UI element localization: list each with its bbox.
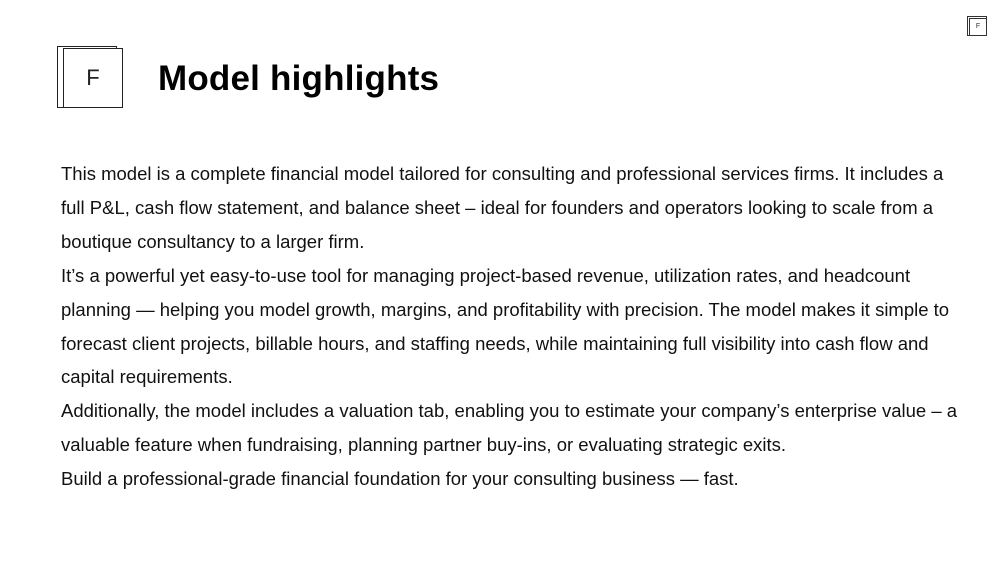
paragraph-closing: Build a professional-grade financial foundation for your consulting business — fast. [61, 468, 739, 490]
corner-logo-icon [967, 16, 989, 38]
paragraph-valuation: Additionally, the model includes a valuation tab, enabling you to estimate your company’s enterprise value – a valuable feature when fundraising, planning partner buy-ins, or evaluating strategic exits. [61, 400, 958, 456]
brand-logo-letter: F [86, 65, 100, 90]
corner-logo-letter: F [975, 23, 981, 30]
paragraph-features: It’s a powerful yet easy-to-use tool for managing project-based revenue, utilization rates, and headcount planning — helping you model growth, margins, and profitability with precision. The model makes it simple to forecast client projects, billable hours, and staffing needs, while maintaining full visibility into cash flow and capital requirements. [61, 264, 950, 388]
brand-logo-icon [57, 46, 125, 114]
paragraph-overview: This model is a complete financial model tailored for consulting and professional services firms. It includes a full P&L, cash flow statement, and balance sheet – ideal for founders and operators looking to scale from a boutique consultancy to a larger firm. [61, 163, 944, 252]
description-body [61, 157, 961, 496]
page-title: Model highlights [158, 59, 440, 98]
